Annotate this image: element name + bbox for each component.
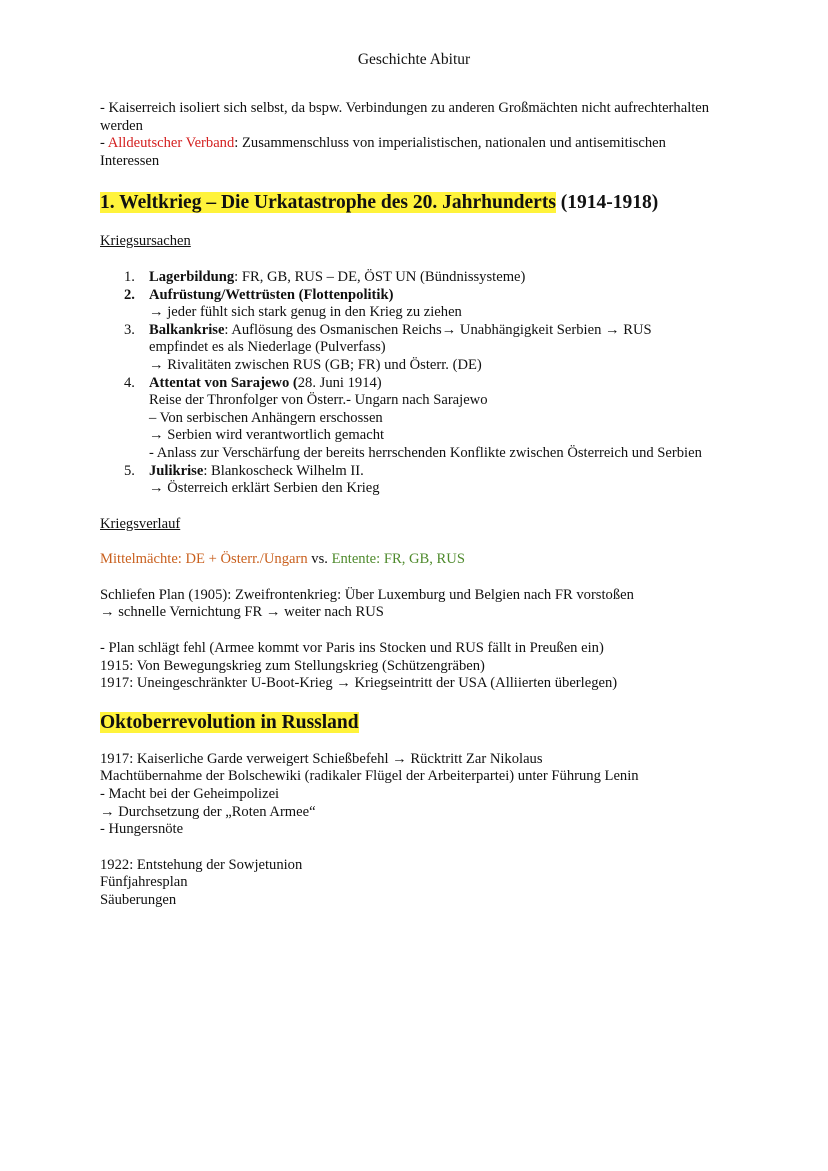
cause-item-2 [100, 287, 710, 322]
intro-line-2 [100, 135, 710, 170]
revolution-line-4: → Durchsetzung der „Roten Armee“ [100, 803, 316, 820]
central-powers: Mittelmächte: DE + Österr./Ungarn [100, 551, 308, 568]
cause-term: Attentat von Sarajewo ( [149, 374, 298, 391]
cause-detail: Reise der Thronfolger von Österr.- Ungarn nach Sarajewo [149, 392, 488, 409]
war-event-1: - Plan schlägt fehl (Armee kommt vor Paris ins Stocken und RUS fällt in Preußen ein) [100, 640, 604, 657]
war-event-3: 1917: Uneingeschränkter U-Boot-Krieg → Kriegseintritt der USA (Alliierten überlegen) [100, 675, 618, 692]
page-title: Geschichte Abitur [357, 51, 471, 68]
cause-text: : Blankoscheck Wilhelm II. [203, 462, 364, 479]
cause-term: Julikrise [149, 462, 204, 479]
cause-number: 2. [124, 286, 135, 303]
soviet-line-2: Fünfjahresplan [100, 874, 188, 891]
soviet-line-1: 1922: Entstehung der Sowjetunion [100, 856, 303, 873]
revolution-line-1: 1917: Kaiserliche Garde verweigert Schießbefehl → Rücktritt Zar Nikolaus [100, 750, 543, 767]
cause-term: Balkankrise [149, 321, 225, 338]
schlieffen-line-1: Schliefen Plan (1905): Zweifrontenkrieg: Über Luxemburg und Belgien nach FR vorstoßen [100, 586, 634, 603]
section-1-heading-years: (1914-1918) [555, 192, 659, 214]
cause-detail: - Anlass zur Verschärfung der bereits herrschenden Konflikte zwischen Österreich und Serbien [149, 444, 702, 461]
revolution-line-5: - Hungersnöte [100, 821, 184, 838]
cause-term: Aufrüstung/Wettrüsten (Flottenpolitik) [149, 286, 394, 303]
cause-number: 5. [124, 462, 135, 479]
cause-item-1 [100, 269, 710, 287]
versus-text: vs. [307, 551, 332, 568]
soviet-line-3: Säuberungen [100, 892, 177, 908]
revolution-line-2: Machtübernahme der Bolschewiki (radikaler Flügel der Arbeiterpartei) unter Führung Lenin [100, 768, 639, 785]
cause-term: Lagerbildung [149, 268, 235, 285]
intro-line-2-prefix: - [100, 135, 108, 152]
cause-text: : Auflösung des Osmanischen Reichs→ Unabhängigkeit Serbien → RUS empfindet es als Niederlage (Pulverfass) [149, 321, 652, 356]
entente-powers: Entente: FR, GB, RUS [331, 551, 465, 568]
section-2-heading-highlight: Oktoberrevolution in Russland [100, 711, 359, 733]
cause-detail: → Serbien wird verantwortlich gemacht [149, 427, 385, 444]
cause-number: 1. [124, 268, 135, 285]
intro-line-1: - Kaiserreich isoliert sich selbst, da bspw. Verbindungen zu anderen Großmächten nicht aufrechterhalten werden [100, 100, 710, 134]
schlieffen-line-2: → schnelle Vernichtung FR → weiter nach RUS [100, 604, 384, 621]
cause-item-5 [100, 463, 710, 498]
causes-list [100, 269, 710, 498]
cause-number: 4. [124, 374, 135, 391]
revolution-line-3: - Macht bei der Geheimpolizei [100, 786, 280, 803]
cause-detail: → Österreich erklärt Serbien den Krieg [149, 480, 380, 497]
cause-detail: → jeder fühlt sich stark genug in den Krieg zu ziehen [149, 304, 462, 321]
cause-text: 28. Juni 1914) [297, 374, 382, 391]
section-1-heading-highlight: 1. Weltkrieg – Die Urkatastrophe des 20. Jahrhunderts [100, 192, 556, 214]
intro-line-2-rest: : Zusammenschluss von imperialistischen, nationalen und antisemitischen Interessen [100, 135, 666, 169]
cause-number: 3. [124, 321, 135, 338]
alldeutscher-verband-term: Alldeutscher Verband [107, 135, 235, 152]
document-body [100, 100, 710, 910]
section-2-heading [100, 711, 710, 735]
cause-detail: – Von serbischen Anhängern erschossen [149, 409, 383, 426]
alliances-line [100, 551, 710, 569]
cause-detail: → Rivalitäten zwischen RUS (GB; FR) und Österr. (DE) [149, 356, 482, 373]
cause-item-4 [100, 375, 710, 463]
section-1-heading [100, 191, 710, 215]
course-title: Kriegsverlauf [100, 515, 181, 532]
war-event-2: 1915: Von Bewegungskrieg zum Stellungskrieg (Schützengräben) [100, 657, 485, 674]
cause-item-3 [100, 322, 710, 375]
causes-title: Kriegsursachen [100, 233, 191, 250]
cause-text: : FR, GB, RUS – DE, ÖST UN (Bündnissysteme) [234, 268, 526, 285]
